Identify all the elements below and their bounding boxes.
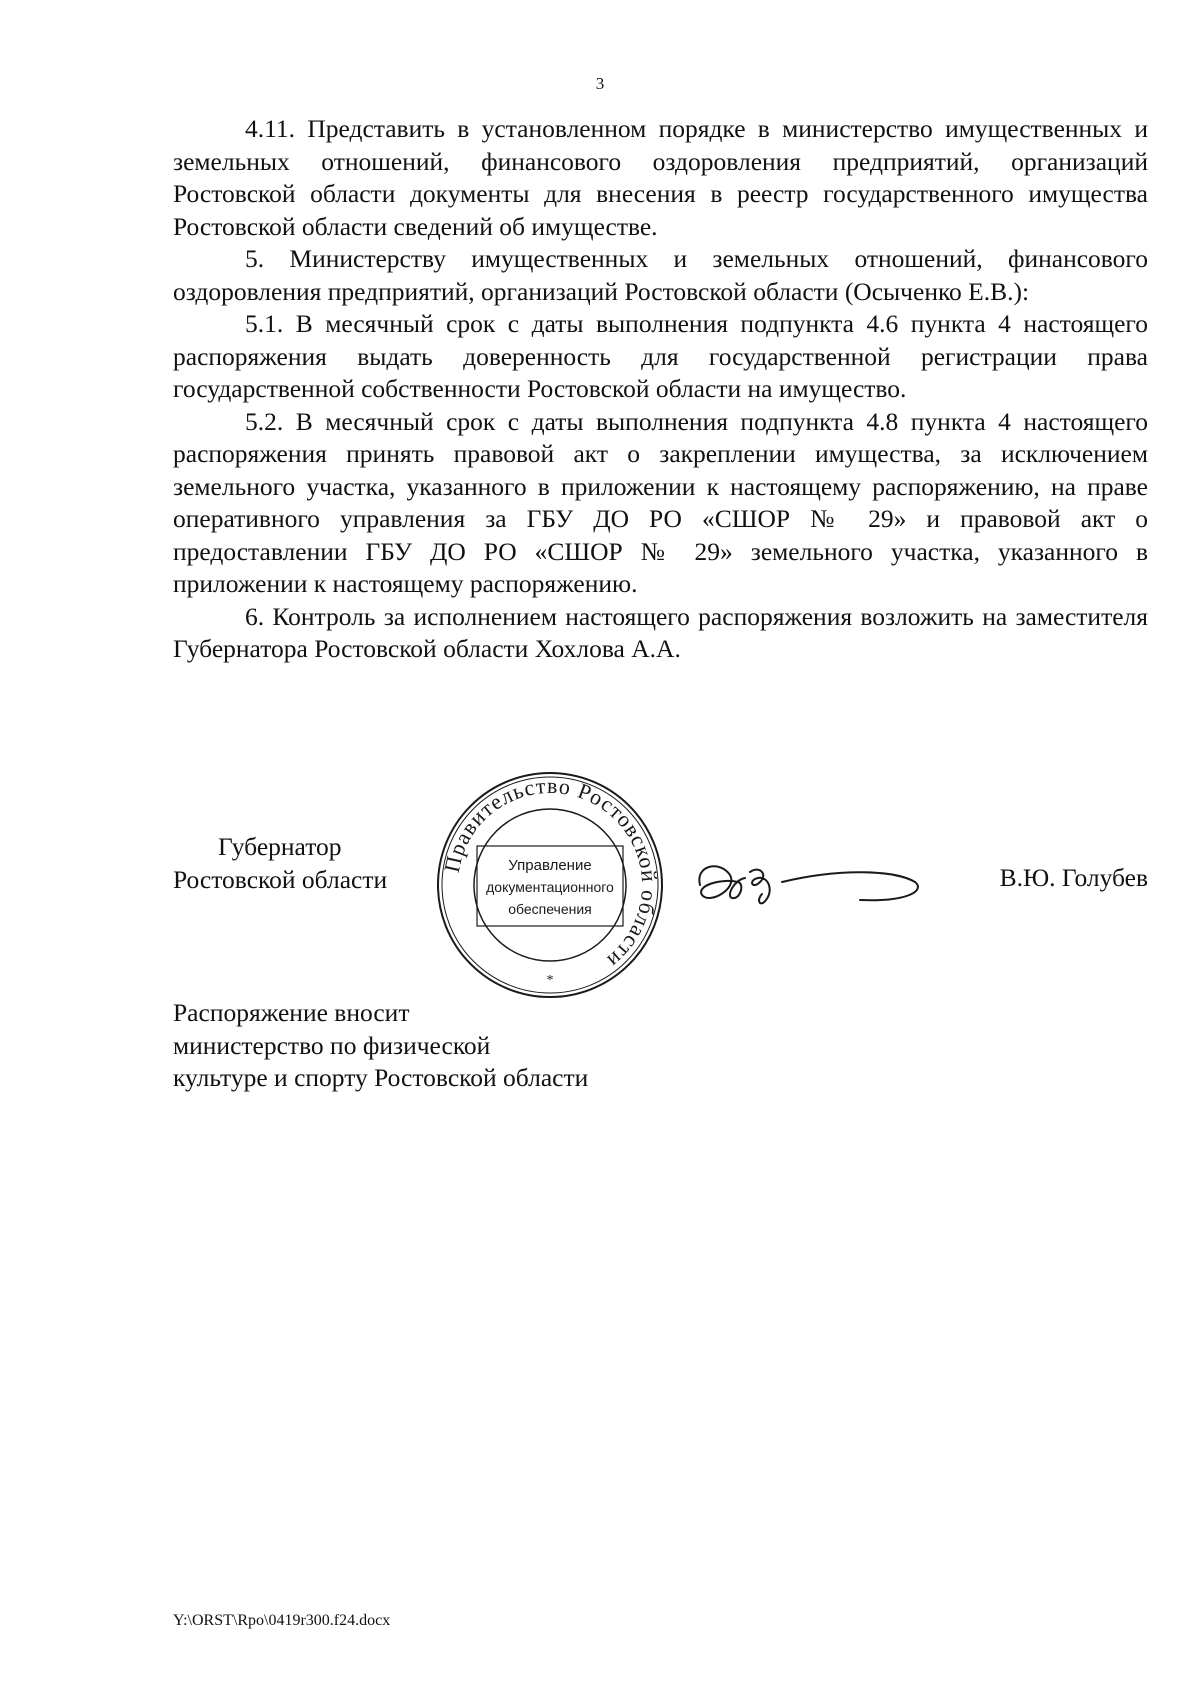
seal-inner-line1: Управление [508, 857, 592, 874]
svg-text:*: * [546, 973, 554, 988]
signatory-title-line1: Губернатор [218, 832, 342, 861]
paragraph-5-2: 5.2. В месячный срок с даты выполнения подпункта 4.8 пункта 4 настоящего распоряжения принять правовой акт о закреплении имущества, за исключением земельного участка, указанного в приложении к настоящему распоряжению, на праве оперативного управления за ГБУ ДО РО «СШОР № 29» и правовой акт о предоставлении ГБУ ДО РО «СШОР № 29» земельного участка, указанного в приложении к настоящему распоряжению. [173, 406, 1148, 598]
paragraph-4-11: 4.11. Представить в установленном порядке в министерство имущественных и земельных отношений, финансового оздоровления предприятий, организаций Ростовской области документы для внесения в реестр государственного имущества Ростовской области сведений об имуществе. [173, 114, 1148, 241]
signatory-title-line2: Ростовской области [173, 865, 388, 894]
submitter-note-line2: министерство по физической [173, 1030, 491, 1060]
paragraph-5-1: 5.1. В месячный срок с даты выполнения подпункта 4.6 пункта 4 настоящего распоряжения выдать доверенность для государственной регистрации права государственной собственности Ростовской области на имущество. [173, 309, 1148, 403]
submitter-note-line3: культуре и спорту Ростовской области [173, 1063, 589, 1092]
submitter-note [173, 997, 693, 1095]
seal-inner-line3: обеспечения [508, 901, 592, 917]
signatory-name: В.Ю. Голубев [999, 863, 1148, 892]
signatory-title [173, 830, 433, 896]
official-seal [435, 770, 665, 1000]
seal-outer-text: Правительство Ростовской области [438, 772, 663, 974]
page-number: 3 [595, 74, 605, 93]
seal-inner-line2: документационного [486, 879, 614, 895]
submitter-note-line1: Распоряжение вносит [173, 998, 410, 1027]
paragraph-6: 6. Контроль за исполнением настоящего распоряжения возложить на заместителя Губернатора Ростовской области Хохлова А.А. [173, 601, 1148, 663]
footer-file-path: Y:\ORST\Rpo\0419r300.f24.docx [173, 1612, 391, 1629]
handwritten-signature [690, 850, 930, 920]
paragraph-5: 5. Министерству имущественных и земельных отношений, финансового оздоровления предприятий, организаций Ростовской области (Осыченко Е.В.): [173, 244, 1148, 306]
document-body [173, 113, 1148, 666]
